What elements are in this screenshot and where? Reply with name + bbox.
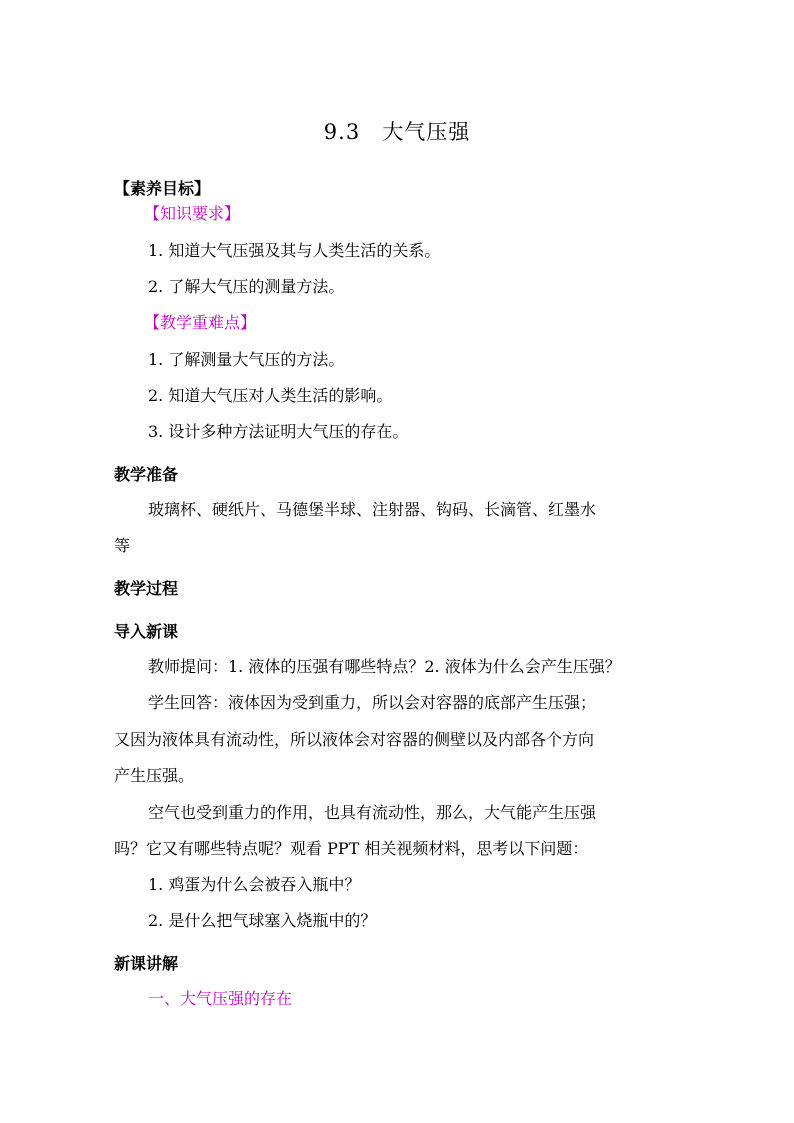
knowledge-item: 1. 知道大气压强及其与人类生活的关系。 — [148, 241, 441, 260]
preparation-heading: 教学准备 — [114, 465, 179, 484]
new-lesson-heading: 新课讲解 — [114, 954, 179, 973]
teacher-question: 教师提问：1. 液体的压强有哪些特点？2. 液体为什么会产生压强？ — [148, 657, 621, 676]
air-paragraph-cont: 吗？它又有哪些特点呢？观看 PPT 相关视频材料，思考以下问题： — [114, 839, 589, 858]
key-point-item: 3. 设计多种方法证明大气压的存在。 — [148, 422, 409, 441]
key-point-item: 1. 了解测量大气压的方法。 — [148, 350, 345, 369]
student-answer: 学生回答：液体因为受到重力，所以会对容器的底部产生压强； — [148, 693, 597, 712]
page-title — [0, 116, 794, 146]
question-item: 1. 鸡蛋为什么会被吞入瓶中？ — [148, 875, 361, 894]
student-answer-cont: 又因为液体具有流动性，所以液体会对容器的侧壁以及内部各个方向 — [114, 730, 595, 749]
student-answer-cont: 产生压强。 — [114, 766, 195, 785]
question-item: 2. 是什么把气球塞入烧瓶中的？ — [148, 911, 377, 930]
key-point-item: 2. 知道大气压对人类生活的影响。 — [148, 386, 393, 405]
knowledge-heading: 【知识要求】 — [144, 204, 241, 223]
intro-heading: 导入新课 — [114, 622, 179, 641]
air-paragraph: 空气也受到重力的作用，也具有流动性，那么，大气能产生压强 — [148, 803, 597, 822]
section-number: 9.3 — [323, 120, 361, 144]
literacy-goals-heading: 【素养目标】 — [114, 179, 211, 198]
preparation-text: 玻璃杯、硬纸片、马德堡半球、注射器、钩码、长滴管、红墨水 — [148, 500, 597, 519]
knowledge-item: 2. 了解大气压的测量方法。 — [148, 277, 345, 296]
section-title: 大气压强 — [382, 120, 471, 144]
subsection-heading: 一、大气压强的存在 — [148, 989, 293, 1008]
preparation-text-cont: 等 — [114, 536, 131, 555]
process-heading: 教学过程 — [114, 579, 179, 598]
key-points-heading: 【教学重难点】 — [144, 313, 257, 332]
